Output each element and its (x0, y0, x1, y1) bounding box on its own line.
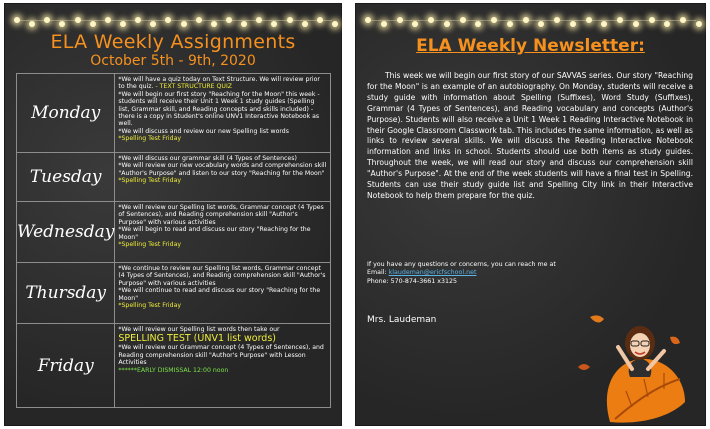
assignment-line (118, 344, 327, 366)
light-bulb-icon (211, 21, 217, 27)
string-lights-decoration (365, 17, 696, 27)
light-bulb-icon (696, 21, 702, 27)
assignment-line (118, 326, 327, 333)
assignment-highlight: - TEXT STRUCTURE QUIZ (155, 83, 233, 91)
assignment-line (118, 367, 327, 374)
light-bulb-icon (90, 21, 96, 27)
newsletter-paragraph: This week we will begin our first story of our SAVVAS series. Our story "Reaching for the Moon" is an example of an autobiography. On Monday, students will receive a study guide with information about Spelling (Suffixes), Word Study (Suffixes), Grammar (4 Types of Sentences), and Reading vocabulary and concepts (Author's Purpose). Students will also receive a Unit 1 Week 1 Reading Interactive Notebook in their Google Classroom Classwork tab. This includes the same information, as well as links to review several skills. We will discuss the Reading Interactive Notebook information and links in school. Students should use both items as study guides. Throughout the week, we will read our story and discuss our comprehension skill "Author's Purpose". At the end of the week students will have a final test in Spelling. Students can use their study guide list and Spelling City link in their Interactive Notebook to help them prepare for the quiz. (367, 71, 693, 200)
assignment-line (118, 287, 327, 302)
schedule-row (17, 153, 331, 202)
assignment-text: *We continue to review our Spelling list words, Grammar concept (4 Types of Sentences), and Reading comprehension skill "Author's Purpose" with various activities (118, 265, 326, 287)
assignment-line (118, 241, 327, 248)
light-bulb-icon (105, 17, 111, 23)
light-bulb-icon (365, 17, 371, 23)
light-bulb-icon (680, 17, 686, 23)
assignment-line (118, 91, 327, 128)
assignments-date: October 5th - 9th, 2020 (90, 53, 256, 69)
light-bulb-icon (460, 17, 466, 23)
light-bulb-icon (181, 21, 187, 27)
email-label: Email: (367, 269, 387, 277)
assignment-line (118, 333, 327, 344)
light-bulb-icon (538, 21, 544, 27)
light-bulb-icon (120, 21, 126, 27)
assignment-text: *We will review our new vocabulary words and comprehension skill "Author's Purpose" and listen to our story "Reaching for the Moon" (118, 162, 327, 177)
day-assignments (115, 324, 331, 408)
assignment-text: *We will begin our first story "Reaching for the Moon" this week - students will receive their Unit 1 Week 1 study guides (Spelling list, Grammar skill, and Reading concepts and skills included) - there is a copy in Student's online UNV1 Interactive Notebook as well. (118, 90, 320, 128)
assignment-text: *We will review our Spelling list words then take our (118, 326, 280, 333)
day-assignments (115, 263, 331, 324)
assignment-text: ******EARLY DISMISSAL 12:00 noon (118, 366, 229, 374)
day-assignments (115, 74, 331, 153)
light-bulb-icon (75, 17, 81, 23)
light-bulb-icon (332, 21, 338, 27)
day-label: Tuesday (17, 153, 115, 202)
assignment-text: *We will begin to read and discuss our story "Reaching for the Moon" (118, 226, 311, 241)
light-bulb-icon (44, 17, 50, 23)
assignment-line (118, 226, 327, 241)
newsletter-title: ELA Weekly Newsletter: (416, 36, 645, 56)
schedule-row (17, 74, 331, 153)
day-label: Thursday (17, 263, 115, 324)
light-bulb-icon (256, 17, 262, 23)
light-bulb-icon (412, 21, 418, 27)
string-lights-decoration (14, 17, 332, 27)
light-bulb-icon (59, 21, 65, 27)
email-link[interactable]: klaudeman@ericfschool.net (388, 269, 477, 277)
assignment-text: *We will discuss our grammar skill (4 Types of Sentences) (118, 155, 297, 162)
assignment-text: SPELLING TEST (UNV1 list words) (118, 333, 276, 345)
light-bulb-icon (475, 21, 481, 27)
light-bulb-icon (381, 21, 387, 27)
contact-intro: If you have any questions or concerns, you can reach me at (367, 261, 556, 268)
light-bulb-icon (196, 17, 202, 23)
light-bulb-icon (287, 17, 293, 23)
light-bulb-icon (165, 17, 171, 23)
light-bulb-icon (507, 21, 513, 27)
assignment-text: *We will review our Spelling list words, Grammar concept (4 Types of Sentences), and Reading comprehension skill "Author's Purpose" with various activities (118, 204, 324, 226)
day-assignments (115, 153, 331, 202)
assignment-text: *Spelling Test Friday (118, 241, 182, 249)
light-bulb-icon (317, 17, 323, 23)
light-bulb-icon (491, 17, 497, 23)
assignment-line (118, 135, 327, 142)
assignment-text: *We will have a quiz today on Text Structure. We will review prior to the quiz. (118, 76, 320, 91)
assignment-line (118, 265, 327, 287)
newsletter-panel (355, 3, 706, 426)
assignments-panel (4, 3, 342, 426)
assignment-text: *Spelling Test Friday (118, 135, 182, 143)
light-bulb-icon (271, 21, 277, 27)
assignment-text: *We will continue to read and discuss our story "Reaching for the Moon" (118, 287, 321, 302)
phone-line: Phone: 570-874-3661 x3125 (367, 277, 457, 285)
teacher-signature: Mrs. Laudeman (367, 315, 437, 325)
schedule-row (17, 263, 331, 324)
light-bulb-icon (523, 17, 529, 23)
light-bulb-icon (302, 21, 308, 27)
day-label: Friday (17, 324, 115, 408)
assignment-line (118, 128, 327, 135)
light-bulb-icon (554, 17, 560, 23)
light-bulb-icon (150, 21, 156, 27)
light-bulb-icon (664, 21, 670, 27)
schedule-row (17, 324, 331, 408)
light-bulb-icon (135, 17, 141, 23)
assignment-text: *Spelling Test Friday (118, 302, 182, 310)
light-bulb-icon (633, 21, 639, 27)
light-bulb-icon (444, 21, 450, 27)
light-bulb-icon (241, 21, 247, 27)
assignment-line (118, 302, 327, 309)
assignment-line (118, 76, 327, 91)
assignment-line (118, 204, 327, 226)
assignment-line (118, 155, 327, 162)
light-bulb-icon (649, 17, 655, 23)
teacher-avatar-with-leaf-icon (560, 307, 690, 425)
light-bulb-icon (226, 17, 232, 23)
contact-info (367, 261, 556, 286)
assignment-text: *Spelling Test Friday (118, 177, 182, 185)
assignment-line (118, 177, 327, 184)
day-label: Monday (17, 74, 115, 153)
weekly-schedule-table (16, 73, 331, 408)
assignments-title: ELA Weekly Assignments (50, 31, 296, 53)
light-bulb-icon (570, 21, 576, 27)
email-line (367, 269, 556, 277)
light-bulb-icon (14, 17, 20, 23)
light-bulb-icon (586, 17, 592, 23)
day-assignments (115, 202, 331, 263)
light-bulb-icon (617, 17, 623, 23)
schedule-row (17, 202, 331, 263)
assignment-line (118, 162, 327, 177)
day-label: Wednesday (17, 202, 115, 263)
light-bulb-icon (428, 17, 434, 23)
assignment-text: *We will review our Grammar concept (4 Types of Sentences), and Reading comprehension skill "Author's Purpose" with Lesson Activities (118, 344, 324, 367)
light-bulb-icon (29, 21, 35, 27)
light-bulb-icon (397, 17, 403, 23)
light-bulb-icon (601, 21, 607, 27)
assignment-text: *We will discuss and review our new Spelling list words (118, 127, 289, 135)
